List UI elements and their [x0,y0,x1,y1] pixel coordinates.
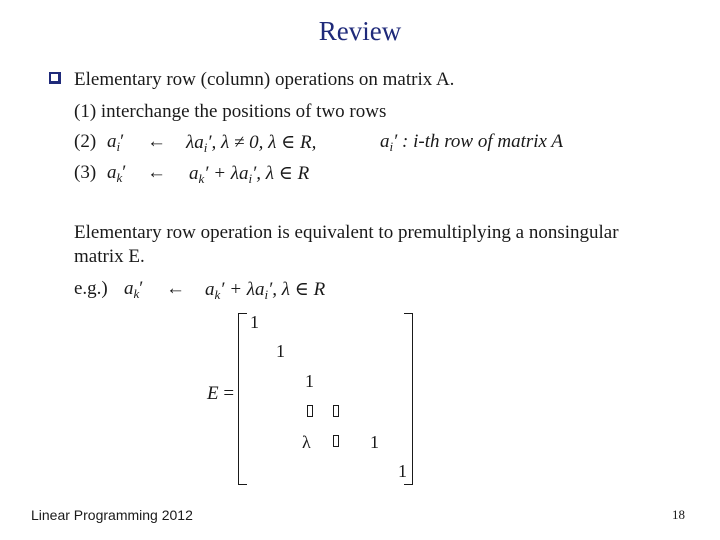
slide-title: Review [318,16,402,46]
operation-3-arrow: ← [147,162,166,183]
example-lhs: $a_k'$ [124,278,144,301]
missing-glyph-icon [307,405,313,417]
intro-line: Elementary row (column) operations on matrix A. [74,69,455,90]
example-label: e.g.) [74,278,108,299]
checkbox-bullet-icon [49,72,61,84]
matrix-right-bracket [404,313,413,485]
missing-glyph-icon [333,435,339,447]
operation-2-label: (2) [74,131,97,152]
operation-3-label: (3) [74,162,97,183]
matrix-entry-6-6: 1 [398,461,407,481]
operation-3-lhs: $a_k'$ [107,162,127,185]
example-rhs: $a_k' + \lambda a_i'$, λ ∈ R [205,279,326,302]
matrix-entry-lambda: λ [302,432,311,452]
matrix-entry-5-5: 1 [370,432,379,452]
operation-2-rhs: $\lambda a_i'$, λ ≠ 0, λ ∈ R, [186,132,317,155]
operation-1: (1) interchange the positions of two rows [74,101,387,122]
matrix-entry-3-3: 1 [305,371,314,391]
operation-2-lhs: $a_i'$ [107,131,125,154]
equivalence-line-2: matrix E. [74,246,145,267]
matrix-entry-2-2: 1 [276,341,285,361]
equivalence-line-1: Elementary row operation is equivalent to premultiplying a nonsingular [74,222,619,243]
operation-2-arrow: ← [147,131,166,152]
example-arrow: ← [166,278,185,299]
operation-3-rhs: $a_k' + \lambda a_i'$, λ ∈ R [189,163,310,186]
matrix-left-bracket [238,313,247,485]
missing-glyph-icon [333,405,339,417]
page-number: 18 [672,507,685,522]
footer-course: Linear Programming 2012 [31,507,193,523]
matrix-label: E = [207,383,235,404]
matrix-entry-1-1: 1 [250,312,259,332]
operation-2-note: $a_i'$ : i-th row of matrix A [380,131,564,154]
